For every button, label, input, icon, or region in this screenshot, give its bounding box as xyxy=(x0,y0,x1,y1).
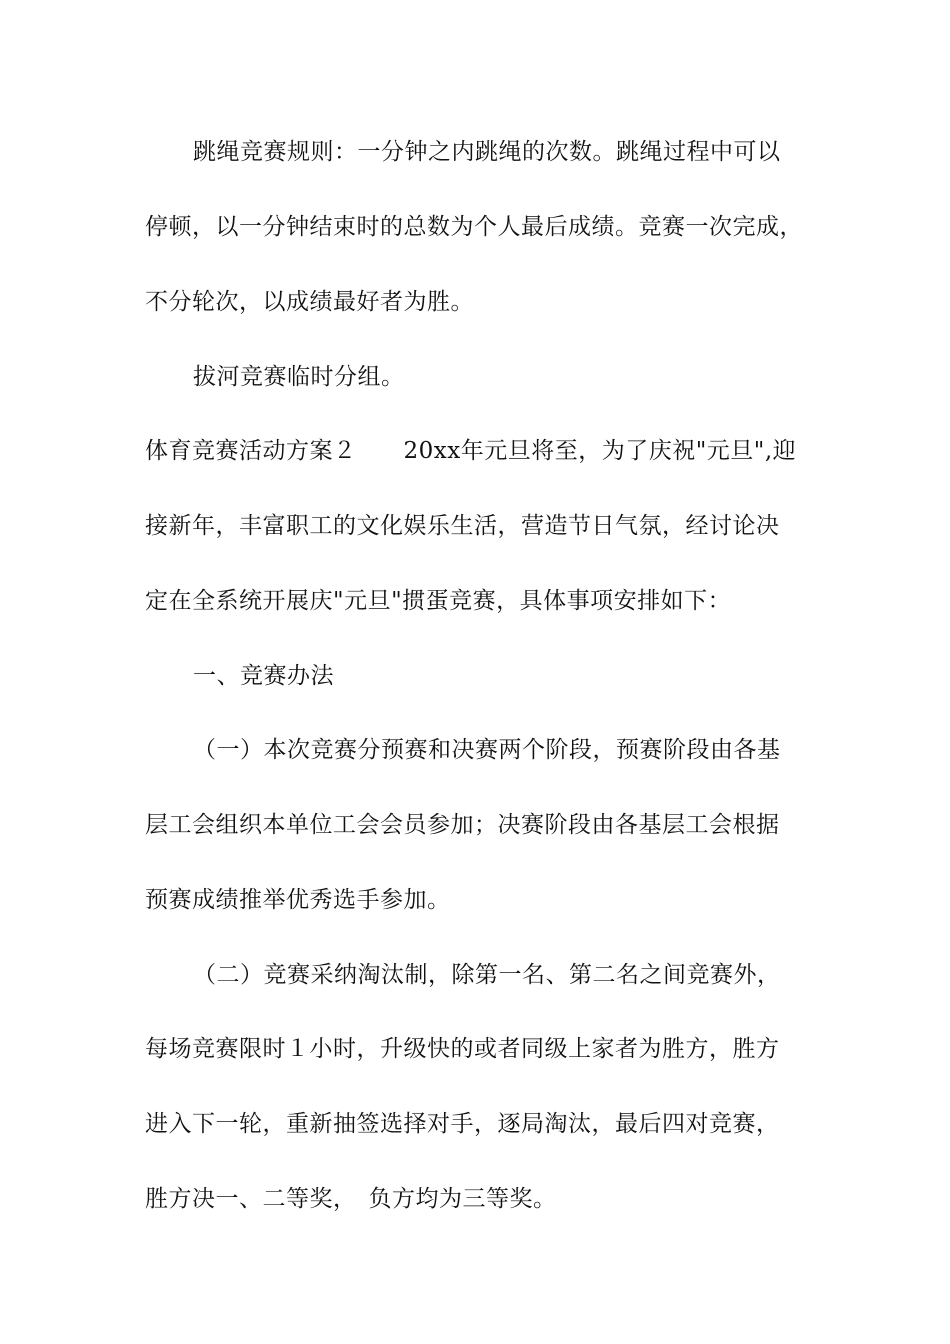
paragraph-line: 预赛成绩推举优秀选手参加。 xyxy=(145,887,451,913)
paragraph-line: 接新年，丰富职工的文化娱乐生活，营造节日气氛，经讨论决 xyxy=(145,513,780,539)
paragraph-line: 体育竞赛活动方案２ 20xx年元旦将至，为了庆祝"元旦",迎 xyxy=(145,438,797,464)
paragraph-line: 胜方决一、二等奖， 负方均为三等奖。 xyxy=(145,1186,557,1212)
paragraph-line: 拔河竞赛临时分组。 xyxy=(193,364,405,390)
paragraph-line: 不分轮次，以成绩最好者为胜。 xyxy=(145,289,474,315)
paragraph-line: 层工会组织本单位工会会员参加；决赛阶段由各基层工会根据 xyxy=(145,812,780,838)
paragraph-line: 跳绳竞赛规则：一分钟之内跳绳的次数。跳绳过程中可以 xyxy=(193,139,781,165)
paragraph-line: 停顿，以一分钟结束时的总数为个人最后成绩。竞赛一次完成， xyxy=(145,214,803,240)
paragraph-line: （二）竞赛采纳淘汰制，除第一名、第二名之间竞赛外， xyxy=(193,962,781,988)
paragraph-line: 定在全系统开展庆"元旦"掼蛋竞赛，具体事项安排如下： xyxy=(145,588,732,614)
paragraph-line: 每场竞赛限时１小时，升级快的或者同级上家者为胜方，胜方 xyxy=(145,1036,780,1062)
section-heading: 一、竞赛办法 xyxy=(193,663,334,689)
paragraph-line: 进入下一轮，重新抽签选择对手，逐局淘汰，最后四对竞赛， xyxy=(145,1111,780,1137)
paragraph-line: （一）本次竞赛分预赛和决赛两个阶段，预赛阶段由各基 xyxy=(193,737,781,763)
